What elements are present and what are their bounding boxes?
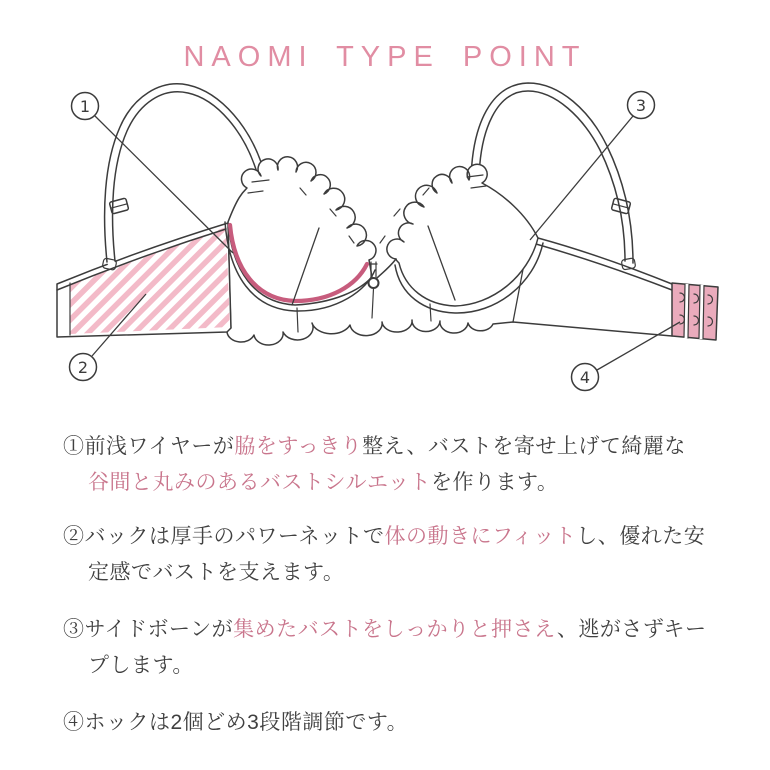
point-3-line-1 [63, 612, 730, 648]
marker-1 [72, 93, 99, 120]
marker-1-leader [95, 116, 233, 253]
text-segment: ホックは2個どめ3段階調節です。 [84, 711, 409, 734]
point-1-line-2 [63, 465, 730, 501]
text-segment-highlight: 集めたバストをしっかりと押さえ [233, 618, 557, 641]
right-cup [377, 164, 543, 313]
text-segment: 、逃がさずキー [556, 618, 707, 641]
text-segment: 前浅ワイヤーが [84, 435, 235, 458]
point-4-line-1 [63, 705, 730, 741]
right-wing [513, 238, 672, 336]
point-number: ④ [63, 711, 85, 734]
svg-text:4: 4 [579, 368, 591, 387]
text-segment-highlight: 谷間と丸みのあるバストシルエット [88, 471, 432, 494]
marker-3 [628, 92, 655, 119]
page-title: NAOMI TYPE POINT [183, 41, 587, 73]
marker-2 [70, 354, 97, 381]
svg-text:3: 3 [635, 96, 647, 115]
left-wing-powernet [57, 223, 231, 337]
text-segment: プします。 [88, 654, 194, 677]
text-segment: バックは厚手のパワーネットで [84, 525, 385, 548]
point-number: ① [63, 435, 85, 458]
powernet-stripes [70, 227, 230, 334]
text-segment-highlight: 脇をすっきり [234, 435, 363, 458]
point-number: ③ [63, 618, 85, 641]
text-segment: サイドボーンが [84, 618, 234, 641]
bra-diagram [0, 75, 770, 405]
text-segment: を作ります。 [431, 471, 559, 494]
callout-markers [70, 92, 681, 391]
text-segment: し、優れた安 [576, 525, 706, 548]
svg-text:1: 1 [79, 97, 91, 116]
hook-eye-closure [672, 283, 718, 340]
point-2-line-2 [63, 555, 730, 591]
marker-4 [572, 364, 599, 391]
text-segment: 定感でバストを支えます。 [88, 561, 345, 584]
feature-point-4 [63, 705, 730, 741]
feature-point-1 [63, 429, 730, 501]
svg-text:2: 2 [77, 358, 89, 377]
feature-points [63, 429, 730, 741]
feature-point-3 [63, 612, 730, 684]
text-segment-highlight: 体の動きにフィット [384, 525, 577, 548]
point-1-line-1 [63, 429, 730, 465]
left-cup [225, 157, 376, 311]
point-3-line-2 [63, 648, 730, 684]
feature-point-2 [63, 519, 730, 591]
point-number: ② [63, 525, 85, 548]
point-2-line-1 [63, 519, 730, 555]
text-segment: 整え、バストを寄せ上げて綺麗な [362, 435, 686, 458]
